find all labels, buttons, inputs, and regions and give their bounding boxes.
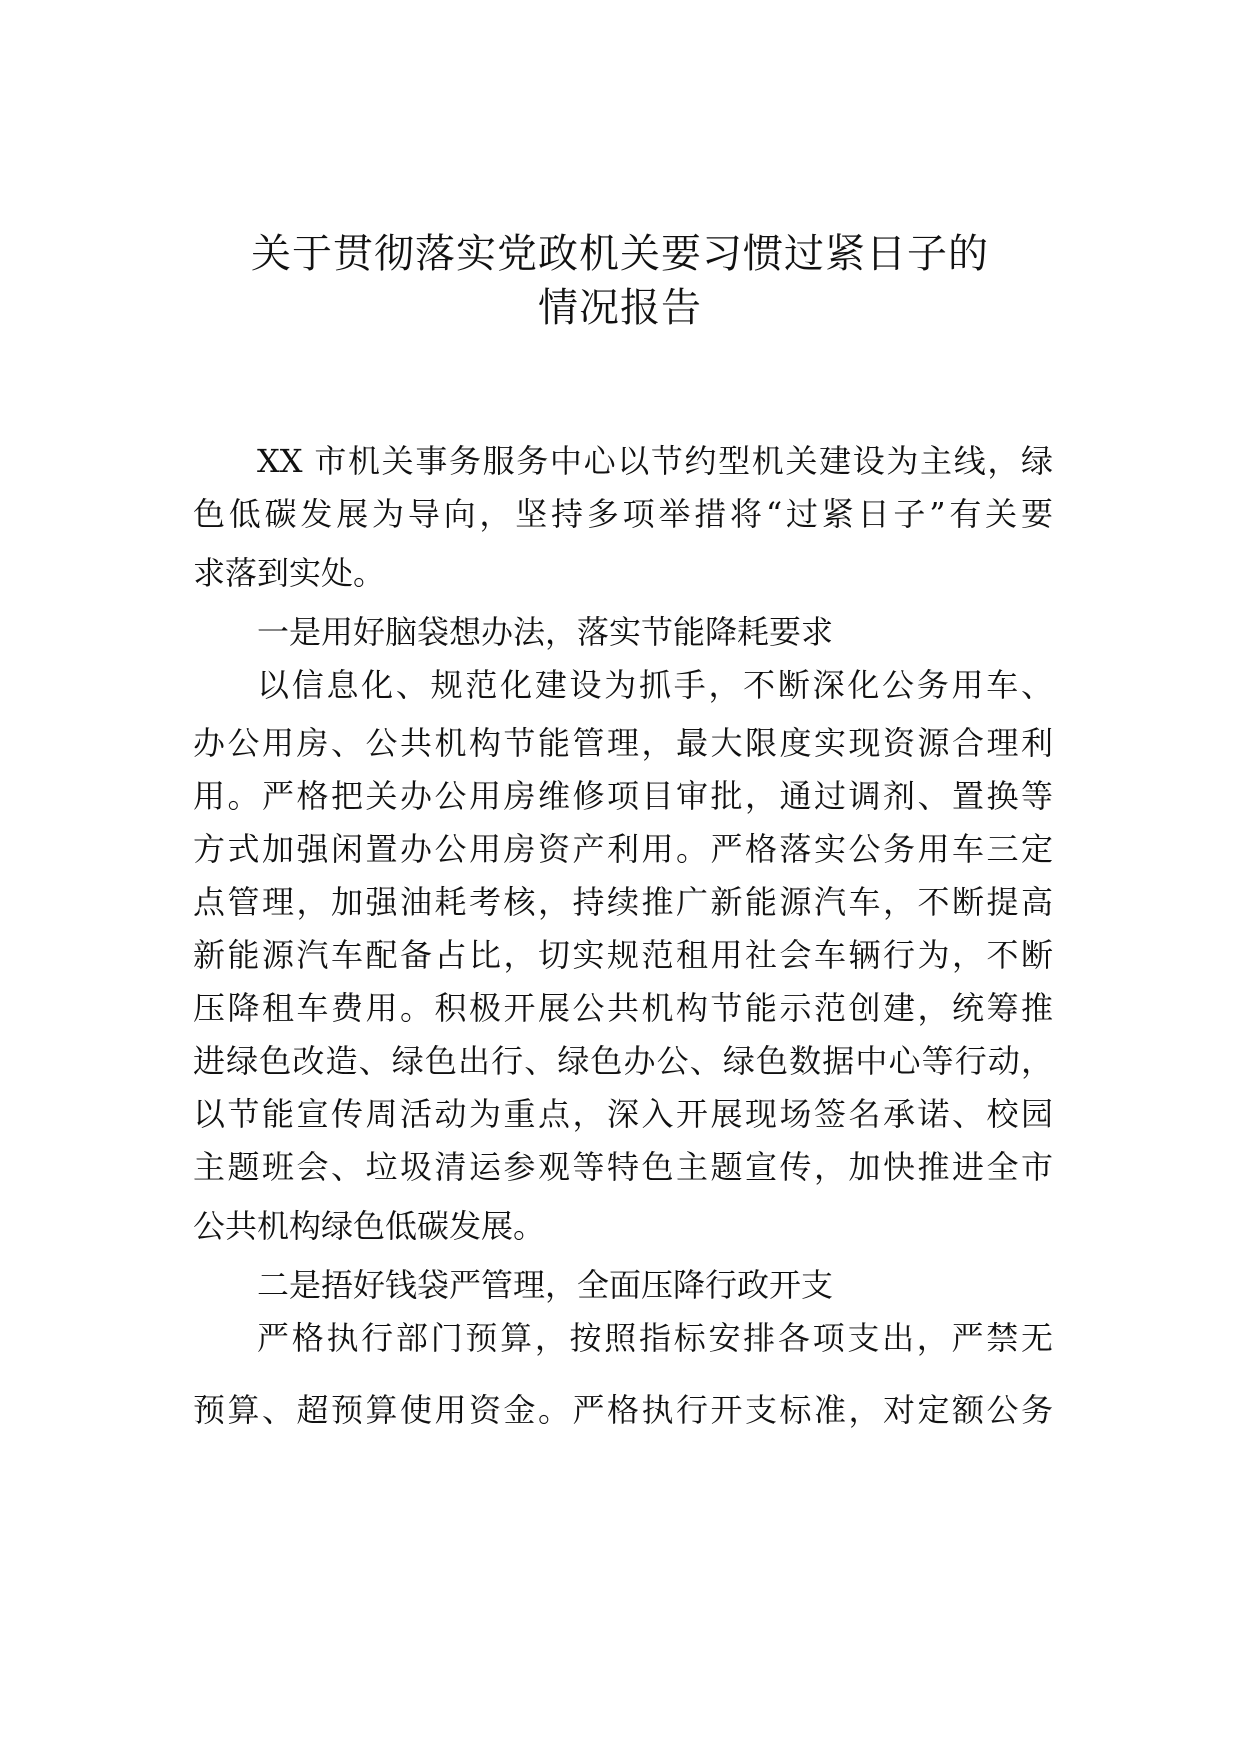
body-text-line: 严格执行部门预算，按照指标安排各项支出，严禁无: [257, 1319, 1053, 1357]
body-text-line: 点管理，加强油耗考核，持续推广新能源汽车，不断提高: [193, 883, 1053, 921]
body-text-line: XX 市机关事务服务中心以节约型机关建设为主线，绿: [257, 442, 1053, 480]
body-text-line: 预算、超预算使用资金。严格执行开支标准，对定额公务: [193, 1391, 1053, 1429]
body-text-line: 用。严格把关办公用房维修项目审批，通过调剂、置换等: [193, 777, 1053, 815]
body-text-line: 进绿色改造、绿色出行、绿色办公、绿色数据中心等行动，: [193, 1042, 1053, 1080]
section-heading-2: 二是捂好钱袋严管理，全面压降行政开支: [257, 1266, 834, 1304]
document-title-line-1: 关于贯彻落实党政机关要习惯过紧日子的: [251, 231, 989, 277]
body-text-line: 色低碳发展为导向，坚持多项举措将“过紧日子”有关要: [193, 495, 1053, 533]
body-text-line: 主题班会、垃圾清运参观等特色主题宣传，加快推进全市: [193, 1148, 1053, 1186]
body-text-line: 以节能宣传周活动为重点，深入开展现场签名承诺、校园: [193, 1095, 1053, 1133]
body-text-line: 以信息化、规范化建设为抓手，不断深化公务用车、: [257, 666, 1053, 704]
body-text-line: 公共机构绿色低碳发展。: [193, 1207, 546, 1245]
body-text-line: 求落到实处。: [193, 554, 386, 592]
body-text-line: 新能源汽车配备占比，切实规范租用社会车辆行为，不断: [193, 936, 1053, 974]
body-text-line: 办公用房、公共机构节能管理，最大限度实现资源合理利: [193, 724, 1053, 762]
section-heading-1: 一是用好脑袋想办法，落实节能降耗要求: [257, 613, 834, 651]
body-text-line: 方式加强闲置办公用房资产利用。严格落实公务用车三定: [193, 830, 1053, 868]
document-title-line-2: 情况报告: [538, 285, 702, 331]
body-text-line: 压降租车费用。积极开展公共机构节能示范创建，统筹推: [193, 989, 1053, 1027]
